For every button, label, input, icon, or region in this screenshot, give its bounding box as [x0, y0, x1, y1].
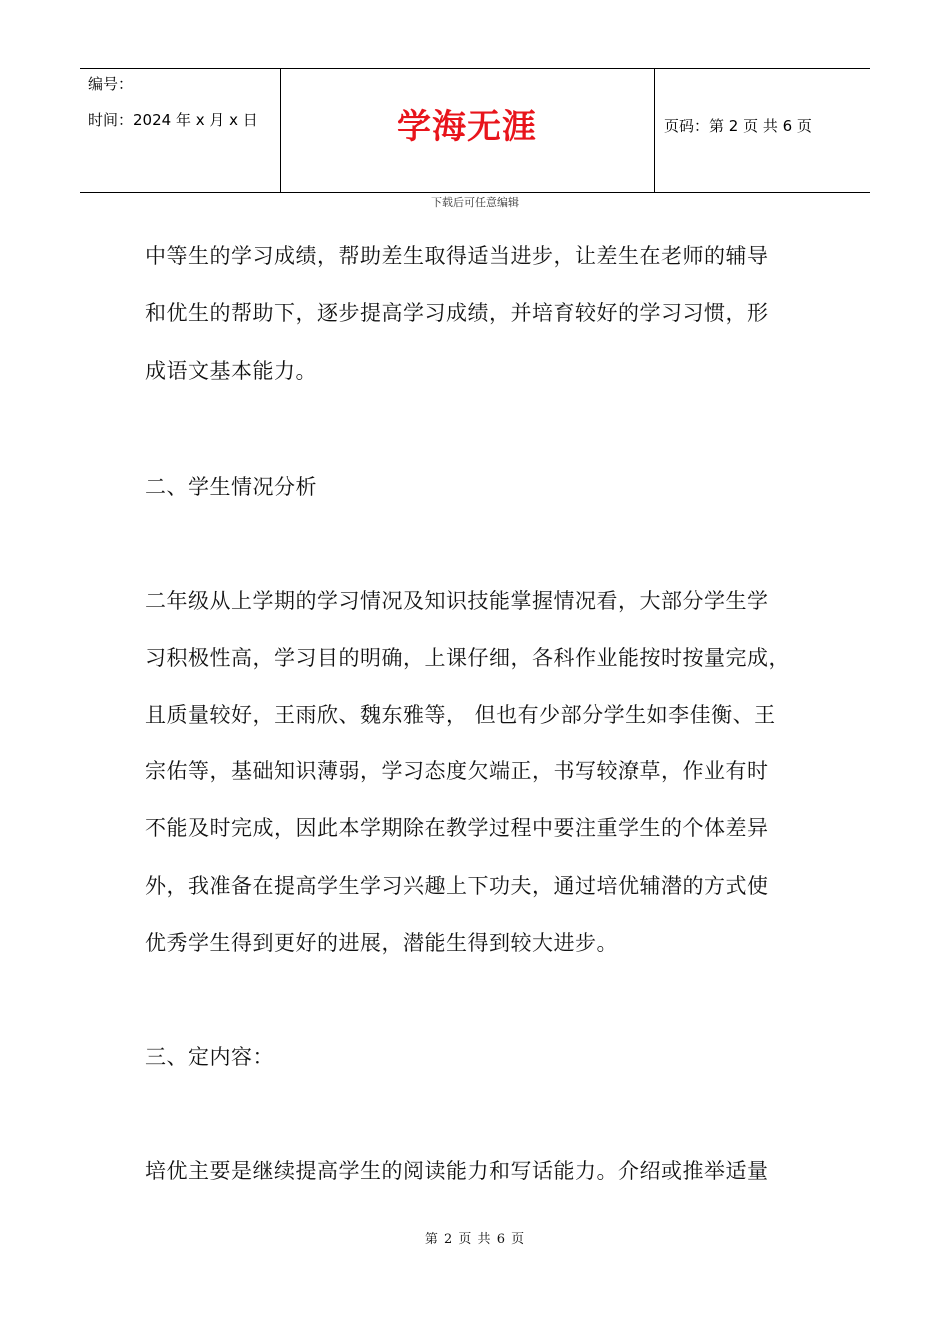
document-number-label: 编号：	[88, 75, 134, 93]
document-header-table	[80, 68, 870, 193]
paragraph-line: 二年级从上学期的学习情况及知识技能掌握情况看，大部分学生学	[145, 589, 769, 613]
section-heading: 二、学生情况分析	[145, 475, 317, 499]
section-heading: 三、定内容：	[145, 1045, 274, 1069]
document-date-label: 时间：2024 年 x 月 x 日	[88, 111, 258, 129]
header-page-number: 页码：第 2 页 共 6 页	[664, 117, 812, 135]
page-footer: 第 2 页 共 6 页	[424, 1232, 526, 1247]
paragraph-line: 外，我准备在提高学生学习兴趣上下功夫，通过培优辅潜的方式使	[145, 874, 769, 898]
paragraph-line: 优秀学生得到更好的进展，潜能生得到较大进步。	[145, 931, 618, 955]
paragraph-line: 中等生的学习成绩，帮助差生取得适当进步，让差生在老师的辅导	[145, 244, 769, 268]
paragraph-line: 且质量较好，王雨欣、魏东雅等， 但也有少部分学生如李佳衡、王	[145, 703, 776, 727]
header-divider	[654, 69, 655, 192]
paragraph-line: 培优主要是继续提高学生的阅读能力和写话能力。介绍或推举适量	[145, 1159, 769, 1183]
paragraph-line: 和优生的帮助下，逐步提高学习成绩，并培育较好的学习习惯，形	[145, 301, 769, 325]
paragraph-line: 宗佑等，基础知识薄弱，学习态度欠端正，书写较潦草，作业有时	[145, 759, 769, 783]
paragraph-line: 习积极性高，学习目的明确，上课仔细，各科作业能按时按量完成，	[145, 646, 790, 670]
edit-note: 下载后可任意编辑	[431, 196, 519, 209]
paragraph-line: 不能及时完成，因此本学期除在教学过程中要注重学生的个体差异	[145, 816, 769, 840]
document-header-title: 学海无涯	[397, 107, 537, 147]
paragraph-line: 成语文基本能力。	[145, 359, 317, 383]
